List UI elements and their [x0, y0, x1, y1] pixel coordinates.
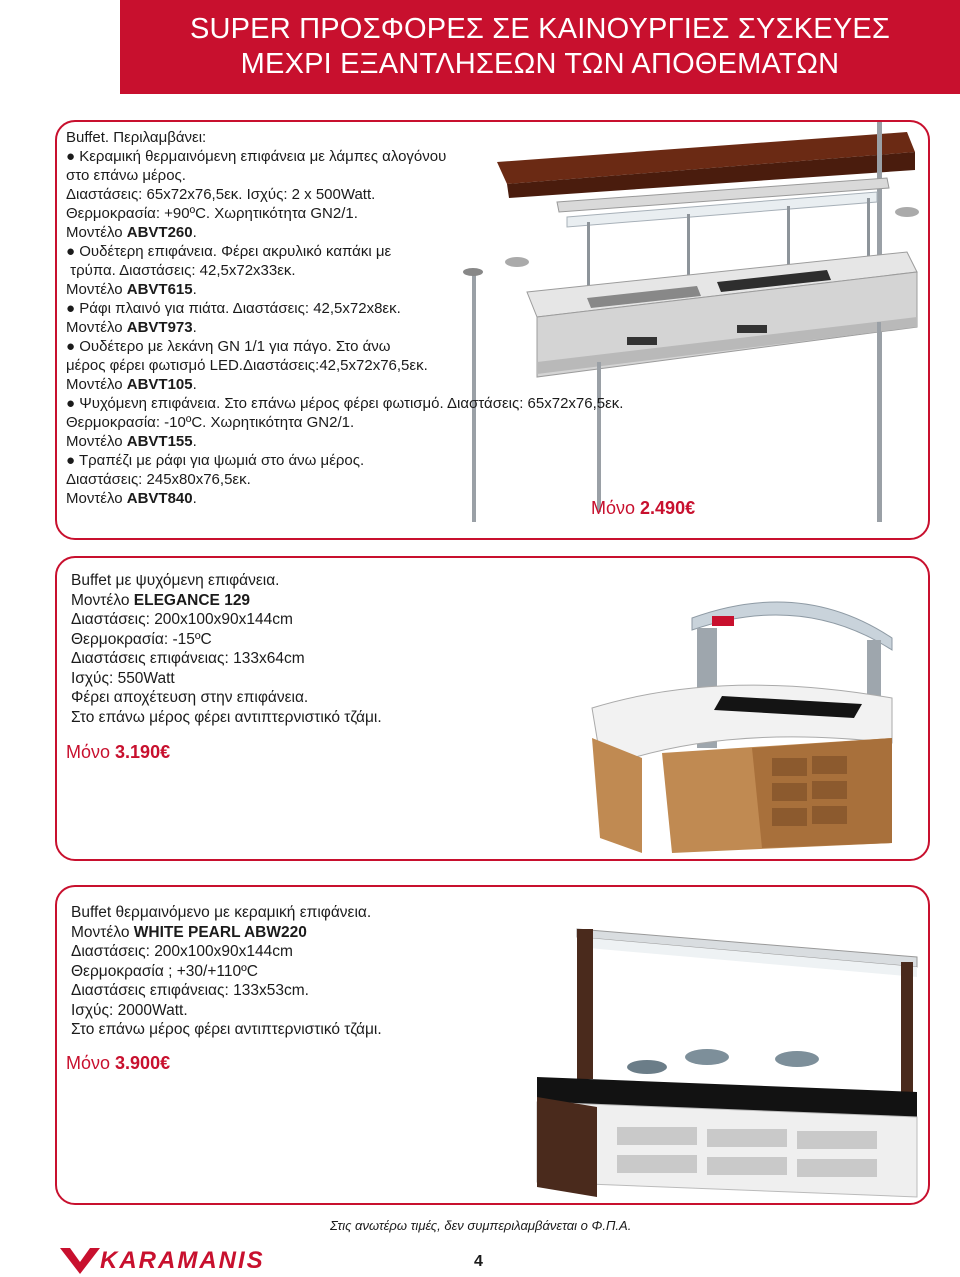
- model-prefix: Μοντέλο: [66, 490, 127, 507]
- offer-1-line: Θερμοκρασία: +90ºC. Χωρητικότητα GN2/1.: [66, 205, 358, 222]
- model-line: [71, 591, 382, 611]
- price-label: Μόνο: [591, 498, 641, 518]
- offer-2-line: Διαστάσεις: 200x100x90x144cm: [71, 611, 293, 628]
- offer-1-line: στο επάνω μέρος.: [66, 167, 186, 184]
- offer-2-description: [71, 571, 382, 727]
- offer-card-abvt-buffet: [55, 120, 930, 540]
- offer-2-line: Ισχύς: 550Watt: [71, 669, 175, 687]
- offer-3-line: Ισχύς: 2000Watt.: [71, 1001, 188, 1019]
- price-label: Μόνο: [66, 1053, 116, 1073]
- offer-3-line: Buffet θερμαινόμενο με κεραμική επιφάνεια.: [71, 904, 372, 921]
- offer-1-description: [66, 128, 623, 508]
- model-code: ABVT260: [126, 224, 193, 241]
- offer-1-line: ● Ουδέτερο με λεκάνη GN 1/1 για πάγο. Στο άνω: [66, 338, 391, 355]
- page-number: 4: [474, 1253, 483, 1270]
- offer-1-line: ● Τραπέζι με ράφι για ψωμιά στο άνω μέρος.: [66, 452, 365, 469]
- offer-2-line: Φέρει αποχέτευση στην επιφάνεια.: [71, 689, 309, 706]
- model-line: Μοντέλο ABVT155.: [66, 433, 197, 450]
- offer-3-price: [66, 1053, 170, 1074]
- offer-3-line: Διαστάσεις επιφάνειας: 133x53cm.: [71, 982, 309, 999]
- model-code: ELEGANCE 129: [133, 591, 251, 609]
- offer-1-line: τρύπα. Διαστάσεις: 42,5x72x33εκ.: [66, 262, 296, 279]
- price-value: 3.190: [115, 742, 161, 762]
- offer-2-line: Στο επάνω μέρος φέρει αντιπτερνιστικό τζάμι.: [71, 708, 382, 726]
- offer-1-line: ● Ράφι πλαινό για πιάτα. Διαστάσεις: 42,5x72x8εκ.: [66, 300, 401, 317]
- model-prefix: Μοντέλο: [66, 433, 127, 450]
- model-code: ABVT840: [126, 490, 193, 507]
- price-label: Μόνο: [66, 742, 116, 762]
- brand-name: KARAMANIS: [100, 1247, 265, 1274]
- page-header-banner: [120, 0, 960, 94]
- offer-2-line: Θερμοκρασία: -15ºC: [71, 630, 212, 648]
- model-code: ABVT105: [126, 376, 193, 393]
- offer-1-line: Θερμοκρασία: -10ºC. Χωρητικότητα GN2/1.: [66, 414, 355, 431]
- model-prefix: Μοντέλο: [71, 923, 134, 941]
- model-line: Μοντέλο ABVT105.: [66, 376, 197, 393]
- currency-symbol: €: [160, 742, 171, 762]
- offer-card-white-pearl-abw220: [55, 885, 930, 1205]
- model-prefix: Μοντέλο: [66, 319, 127, 336]
- buffet-elegance-product-image: [572, 578, 902, 853]
- model-code: ABVT615: [126, 281, 193, 298]
- model-prefix: Μοντέλο: [66, 376, 127, 393]
- offer-1-line: Διαστάσεις: 65x72x76,5εκ. Ισχύς: 2 x 500Watt.: [66, 186, 376, 203]
- model-prefix: Μοντέλο: [66, 224, 127, 241]
- model-code: WHITE PEARL ABW220: [133, 923, 307, 941]
- offer-1-line: ● Ψυχόμενη επιφάνεια. Στο επάνω μέρος φέρει φωτισμό. Διαστάσεις: 65x72x76,5εκ.: [66, 395, 624, 412]
- offer-2-line: Buffet με ψυχόμενη επιφάνεια.: [71, 572, 280, 589]
- model-line: Μοντέλο ABVT260.: [66, 224, 197, 241]
- offer-3-line: Θερμοκρασία ; +30/+110ºC: [71, 962, 258, 980]
- logo-chevron-icon: [60, 1248, 100, 1274]
- price-value: 2.490: [640, 498, 686, 518]
- model-code: ABVT155: [126, 433, 193, 450]
- header-title-line-2: ΜΕΧΡΙ ΕΞΑΝΤΛΗΣΕΩΝ ΤΩΝ ΑΠΟΘΕΜΑΤΩΝ: [240, 48, 840, 80]
- offer-1-price: [591, 498, 695, 519]
- model-line: Μοντέλο ABVT615.: [66, 281, 197, 298]
- offer-3-line: Στο επάνω μέρος φέρει αντιπτερνιστικό τζάμι.: [71, 1021, 382, 1038]
- model-prefix: Μοντέλο: [66, 281, 127, 298]
- offer-1-line: ● Κεραμική θερμαινόμενη επιφάνεια με λάμπες αλογόνου: [66, 148, 447, 165]
- header-title-line-1: SUPER ΠΡΟΣΦΟΡΕΣ ΣΕ ΚΑΙΝΟΥΡΓΙΕΣ ΣΥΣΚΕΥΕΣ: [189, 13, 891, 45]
- offer-1-line: μέρος φέρει φωτισμό LED.Διαστάσεις:42,5x72x76,5εκ.: [66, 357, 428, 374]
- offer-3-description: [71, 903, 382, 1040]
- model-line: Μοντέλο ABVT973.: [66, 319, 197, 336]
- model-line: Μοντέλο ABVT840.: [66, 490, 197, 507]
- offer-2-price: [66, 742, 170, 763]
- offer-2-line: Διαστάσεις επιφάνειας: 133x64cm: [71, 650, 305, 667]
- offer-card-elegance-129: [55, 556, 930, 861]
- model-code: ABVT973: [126, 319, 193, 336]
- offer-1-line: ● Ουδέτερη επιφάνεια. Φέρει ακρυλικό καπάκι με: [66, 243, 392, 260]
- buffet-white-pearl-product-image: [497, 907, 927, 1202]
- model-line: [71, 923, 382, 943]
- currency-symbol: €: [160, 1053, 171, 1073]
- price-value: 3.900: [115, 1053, 161, 1073]
- model-prefix: Μοντέλο: [71, 591, 134, 609]
- karamanis-logo: [60, 1248, 300, 1274]
- vat-disclaimer: Στις ανωτέρω τιμές, δεν συμπεριλαμβάνεται ο Φ.Π.Α.: [330, 1218, 632, 1233]
- offer-3-line: Διαστάσεις: 200x100x90x144cm: [71, 943, 293, 960]
- currency-symbol: €: [685, 498, 696, 518]
- offer-1-line: Διαστάσεις: 245x80x76,5εκ.: [66, 471, 251, 488]
- offer-1-line: Buffet. Περιλαμβάνει:: [66, 129, 207, 146]
